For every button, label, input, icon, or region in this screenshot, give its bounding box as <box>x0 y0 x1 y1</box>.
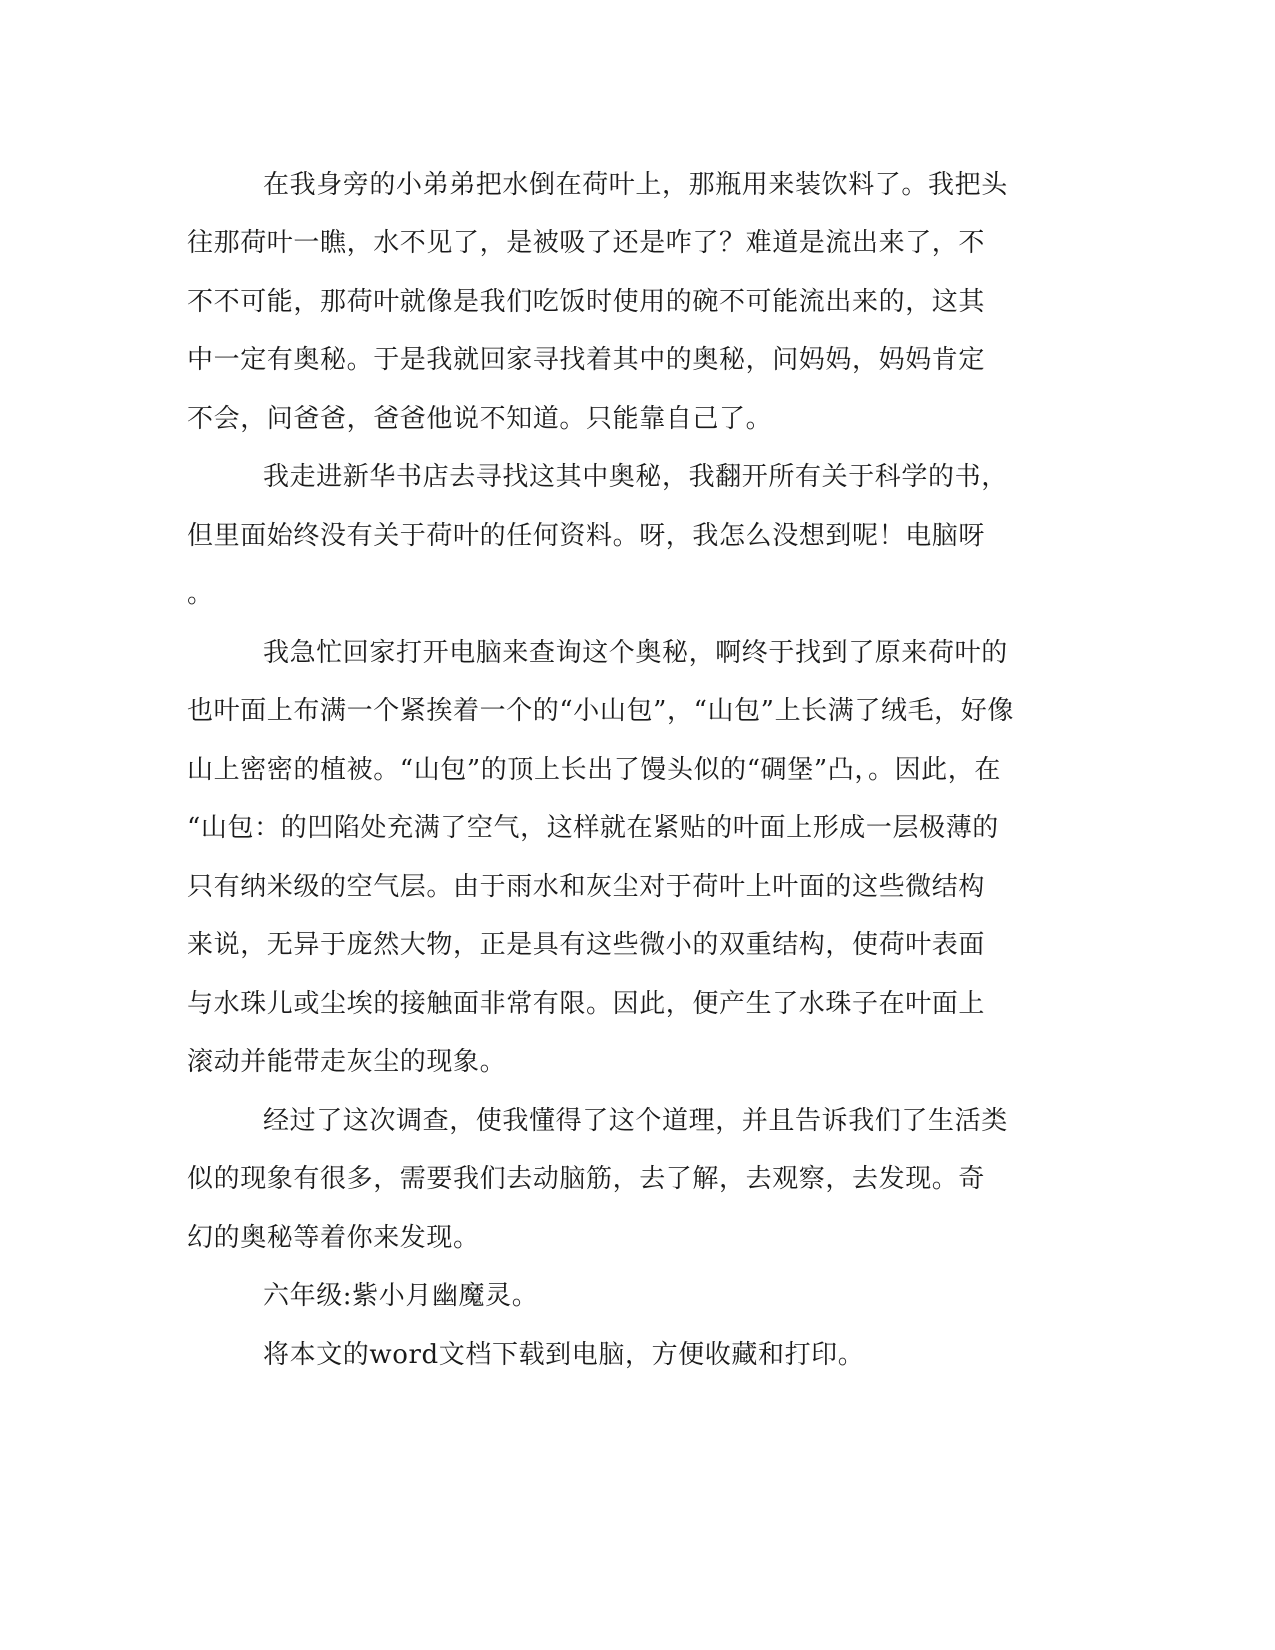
paragraph-3-line-2: 也叶面上布满一个紧挨着一个的“小山包”，“山包”上长满了绒毛，好像 <box>187 696 1014 726</box>
paragraph-4-line-3: 幻的奥秘等着你来发现。 <box>187 1223 480 1253</box>
author-line: 六年级:紫小月幽魔灵。 <box>263 1281 539 1311</box>
paragraph-2-line-3: 。 <box>187 579 214 609</box>
paragraph-1-line-3: 不不可能，那荷叶就像是我们吃饭时使用的碗不可能流出来的，这其 <box>187 287 986 317</box>
paragraph-3-line-5: 只有纳米级的空气层。由于雨水和灰尘对于荷叶上叶面的这些微结构 <box>187 872 986 902</box>
paragraph-3-line-6: 来说，无异于庞然大物，正是具有这些微小的双重结构，使荷叶表面 <box>187 930 986 960</box>
paragraph-3-line-1: 我急忙回家打开电脑来查询这个奥秘，啊终于找到了原来荷叶的 <box>263 638 1008 668</box>
paragraph-1-line-4: 中一定有奥秘。于是我就回家寻找着其中的奥秘，问妈妈，妈妈肯定 <box>187 345 986 375</box>
paragraph-4-line-1: 经过了这次调查，使我懂得了这个道理，并且告诉我们了生活类 <box>263 1106 1008 1136</box>
paragraph-2-line-1: 我走进新华书店去寻找这其中奥秘，我翻开所有关于科学的书， <box>263 462 1008 492</box>
paragraph-1-line-1: 在我身旁的小弟弟把水倒在荷叶上，那瓶用来装饮料了。我把头 <box>263 170 1008 200</box>
download-note: 将本文的word文档下载到电脑，方便收藏和打印。 <box>263 1340 865 1370</box>
paragraph-3-line-8: 滚动并能带走灰尘的现象。 <box>187 1047 507 1077</box>
paragraph-1-line-5: 不会，问爸爸，爸爸他说不知道。只能靠自己了。 <box>187 404 773 434</box>
paragraph-2-line-2: 但里面始终没有关于荷叶的任何资料。呀，我怎么没想到呢！电脑呀 <box>187 521 986 551</box>
paragraph-3-line-3: 山上密密的植被。“山包”的顶上长出了馒头似的“碉堡”凸，。因此，在 <box>187 755 1001 785</box>
paragraph-4-line-2: 似的现象有很多，需要我们去动脑筋，去了解，去观察，去发现。奇 <box>187 1164 986 1194</box>
paragraph-1-line-2: 往那荷叶一瞧，水不见了，是被吸了还是咋了？难道是流出来了，不 <box>187 228 986 258</box>
paragraph-3-line-4: “山包：的凹陷处充满了空气，这样就在紧贴的叶面上形成一层极薄的 <box>187 813 999 843</box>
paragraph-3-line-7: 与水珠儿或尘埃的接触面非常有限。因此，便产生了水珠子在叶面上 <box>187 989 986 1019</box>
